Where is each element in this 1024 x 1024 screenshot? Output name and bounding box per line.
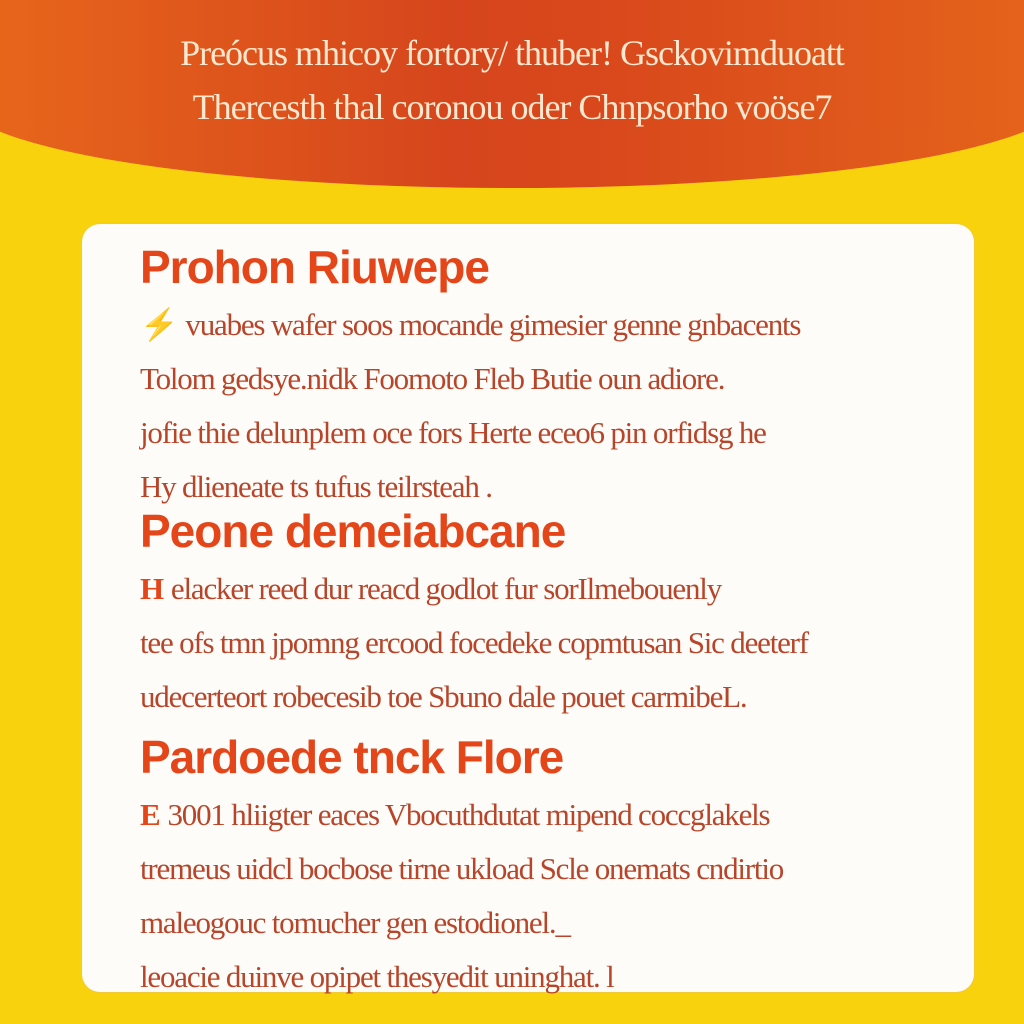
section-line: Tolom gedsye.nidk Foomoto Fleb Butie oun adiore. [140,361,725,396]
section-line: udecerteort robecesib toe Sbuno dale pouet carmibeL. [140,679,747,714]
bullet-mark-icon: H [140,571,163,606]
section-line-text: vuabes wafer soos mocande gimesier genne gnbacents [185,307,801,342]
header-title [0,26,1024,134]
section-line [140,298,940,352]
section-line: leoacie duinve opipet thesyedit uninghat. l [140,959,614,994]
section-body [140,298,940,514]
section-heading: Prohon Riuwepe [140,241,489,293]
section-line [140,562,940,616]
section-line: tremeus uidcl bocbose tirne ukload Scle onemats cndirtio [140,851,784,886]
section-line [140,788,940,842]
section-body [140,562,940,724]
section-3 [140,730,940,1004]
section-heading: Peone demeiabcane [140,505,566,557]
content-card [82,224,974,992]
section-heading: Pardoede tnck Flore [140,731,564,783]
bullet-mark-icon: ⚡ [140,307,178,342]
section-1 [140,240,940,514]
section-line: Hy dlieneate ts tufus teilrsteah . [140,469,492,504]
header-title-line-2: Thercesth thal coronou oder Chnpsorho voöse7 [192,87,832,127]
bullet-mark-icon: E [140,797,160,832]
section-line: maleogouc tomucher gen estodionel._ [140,905,570,940]
section-line-text: 3001 hliigter eaces Vbocuthdutat mipend coccglakels [167,797,770,832]
section-line-text: elacker reed dur reacd godlot fur sorIlmebouenly [170,571,722,606]
section-line: jofie thie delunplem oce fors Herte eceo6 pin orfidsg he [140,415,766,450]
header-title-line-1: Preócus mhicoy fortory/ thuber! Gsckovimduoatt [180,33,844,73]
section-line: tee ofs tmn jpomng ercood focedeke copmtusan Sic deeterf [140,625,808,660]
section-body [140,788,940,1004]
section-2 [140,504,940,724]
